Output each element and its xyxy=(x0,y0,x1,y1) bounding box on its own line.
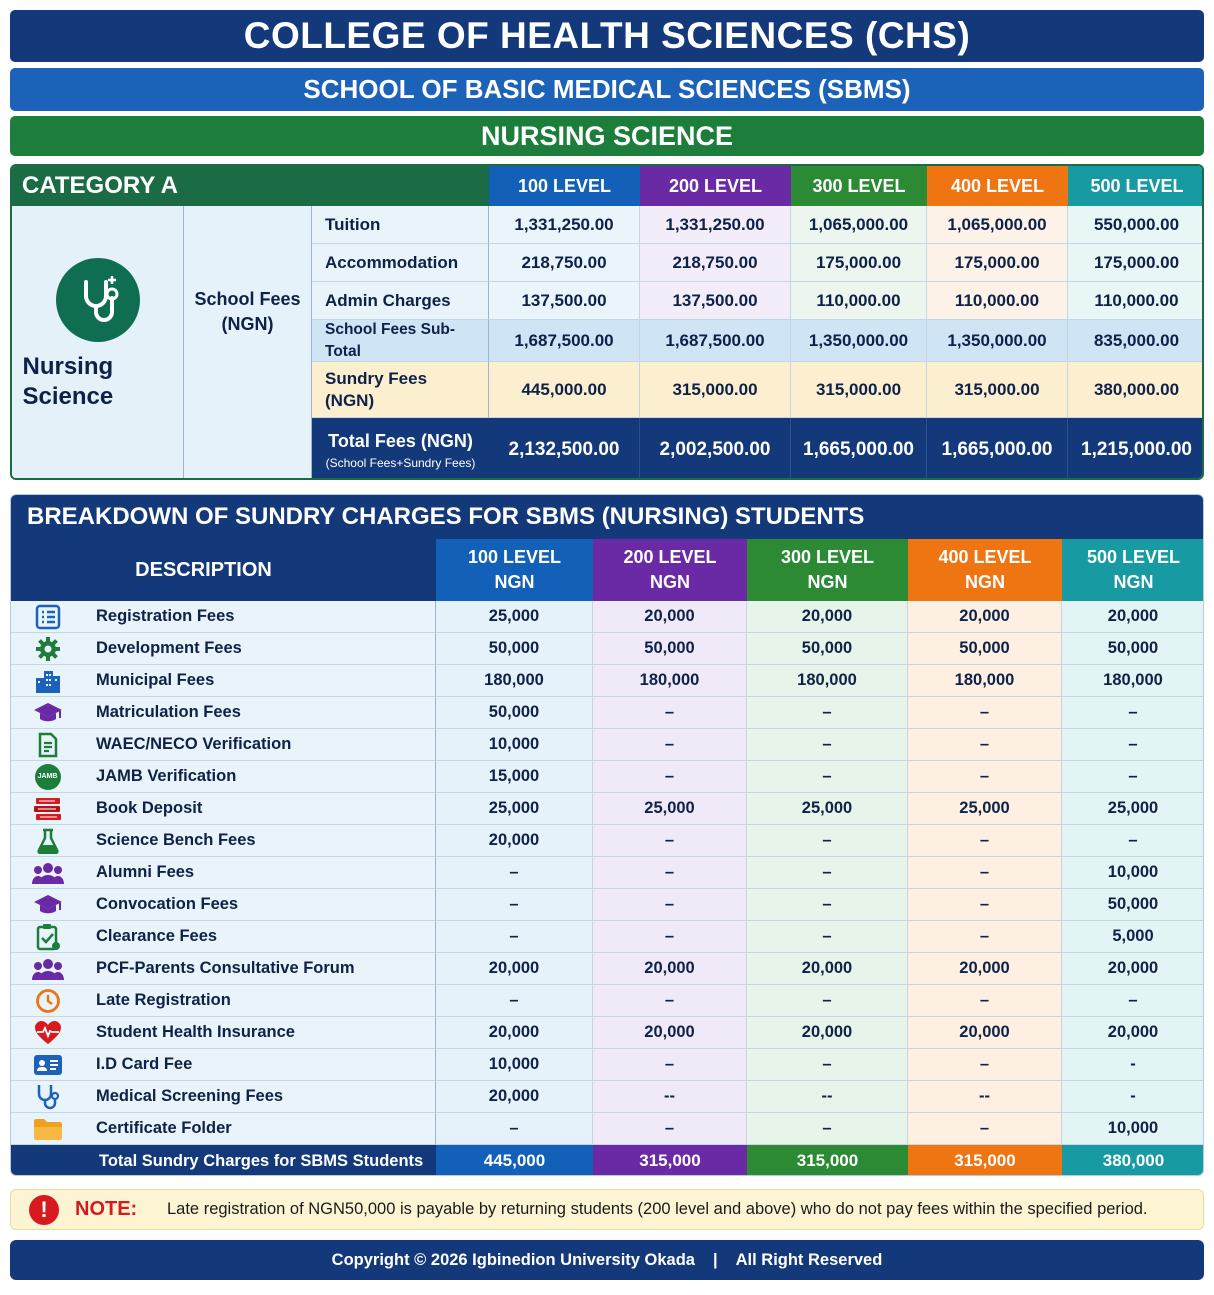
sundry-value: – xyxy=(908,697,1062,729)
fee-cell: 380,000.00 xyxy=(1068,362,1204,418)
sundry-value: 10,000 xyxy=(436,1049,593,1081)
sundry-value: – xyxy=(747,761,908,793)
sundry-item-label: Late Registration xyxy=(84,985,436,1017)
sundry-value: – xyxy=(908,985,1062,1017)
sundry-value: 180,000 xyxy=(747,665,908,697)
sundry-value: – xyxy=(593,985,747,1017)
level-header-2: 200 LEVEL xyxy=(640,166,791,206)
jamb-badge-text: JAMB xyxy=(35,764,61,790)
sundry-item-label: Development Fees xyxy=(84,633,436,665)
flask-icon xyxy=(11,825,84,857)
fee-cell: 218,750.00 xyxy=(489,244,640,282)
stethoscope-icon xyxy=(11,1081,84,1113)
sundry-item-label: WAEC/NECO Verification xyxy=(84,729,436,761)
level-header-4: 400 LEVEL xyxy=(927,166,1068,206)
level-name: 100 LEVEL xyxy=(467,547,562,567)
sundry-level-header-4 xyxy=(908,539,1062,601)
sundry-value: 20,000 xyxy=(747,601,908,633)
sundry-value: 20,000 xyxy=(747,953,908,985)
sundry-value: 180,000 xyxy=(436,665,593,697)
sundry-value: – xyxy=(1062,985,1204,1017)
fee-cell: 110,000.00 xyxy=(791,282,927,320)
fee-cell: 218,750.00 xyxy=(640,244,791,282)
stethoscope-icon xyxy=(56,258,140,342)
level-unit: NGN xyxy=(494,572,535,592)
sundry-value: – xyxy=(908,1113,1062,1145)
sundry-value: 50,000 xyxy=(1062,889,1204,921)
fee-cell: 315,000.00 xyxy=(640,362,791,418)
fee-cell: 175,000.00 xyxy=(927,244,1068,282)
sundry-item-label: Registration Fees xyxy=(84,601,436,633)
sundry-value: 50,000 xyxy=(436,697,593,729)
sundry-value: – xyxy=(747,729,908,761)
level-unit: NGN xyxy=(650,572,690,592)
sundry-value: -- xyxy=(908,1081,1062,1113)
fee-cell: 550,000.00 xyxy=(1068,206,1204,244)
sundry-title: BREAKDOWN OF SUNDRY CHARGES FOR SBMS (NURSING) STUDENTS xyxy=(11,495,1204,539)
clipboard-check-icon xyxy=(11,921,84,953)
fee-cell: 1,331,250.00 xyxy=(489,206,640,244)
program-cell xyxy=(12,206,184,480)
category-title: CATEGORY A xyxy=(12,166,489,206)
sundry-value: 20,000 xyxy=(436,1017,593,1049)
sundry-value: – xyxy=(1062,729,1204,761)
sundry-value: – xyxy=(747,985,908,1017)
sundry-value: – xyxy=(1062,825,1204,857)
graduation-cap-icon xyxy=(11,889,84,921)
level-name: 400 LEVEL xyxy=(938,547,1032,567)
sundry-value: 25,000 xyxy=(747,793,908,825)
clock-icon xyxy=(11,985,84,1017)
sundry-value: 20,000 xyxy=(593,953,747,985)
sundry-value: 10,000 xyxy=(1062,1113,1204,1145)
level-header-5: 500 LEVEL xyxy=(1068,166,1204,206)
sundry-value: – xyxy=(908,921,1062,953)
fee-cell: 1,331,250.00 xyxy=(640,206,791,244)
jamb-badge-icon xyxy=(11,761,84,793)
sundry-value: – xyxy=(908,857,1062,889)
sundry-value: – xyxy=(593,1049,747,1081)
fee-cell: 110,000.00 xyxy=(1068,282,1204,320)
sundry-value: 20,000 xyxy=(908,601,1062,633)
sundry-value: - xyxy=(1062,1049,1204,1081)
sundry-item-label: I.D Card Fee xyxy=(84,1049,436,1081)
total-fee-cell: 1,665,000.00 xyxy=(927,418,1068,480)
description-header: DESCRIPTION xyxy=(11,539,436,601)
sundry-value: – xyxy=(747,1113,908,1145)
total-fees-sublabel: (School Fees+Sundry Fees) xyxy=(325,455,476,470)
note-text: Late registration of NGN50,000 is payable by returning students (200 level and above) who do not pay fees within the specified period. xyxy=(167,1200,1148,1218)
sundry-value: – xyxy=(1062,761,1204,793)
sundry-value: 20,000 xyxy=(436,1081,593,1113)
note-banner xyxy=(10,1189,1204,1230)
building-icon xyxy=(11,665,84,697)
fee-cell: 137,500.00 xyxy=(640,282,791,320)
fee-cell: 175,000.00 xyxy=(791,244,927,282)
sundry-item-label: Science Bench Fees xyxy=(84,825,436,857)
sundry-value: 50,000 xyxy=(436,633,593,665)
sundry-value: – xyxy=(747,857,908,889)
copyright-text: Copyright © 2026 Igbinedion University Okada xyxy=(331,1250,695,1269)
sundry-value: 20,000 xyxy=(1062,953,1204,985)
sundry-level-header-5 xyxy=(1062,539,1204,601)
sundry-item-label: PCF-Parents Consultative Forum xyxy=(84,953,436,985)
sundry-item-label: Certificate Folder xyxy=(84,1113,436,1145)
program-label: Nursing Science xyxy=(22,353,114,410)
fee-cell: 175,000.00 xyxy=(1068,244,1204,282)
sundry-value: 10,000 xyxy=(1062,857,1204,889)
sundry-value: – xyxy=(908,825,1062,857)
sundry-value: – xyxy=(593,921,747,953)
sundry-value: -- xyxy=(593,1081,747,1113)
folder-icon xyxy=(11,1113,84,1145)
level-header-3: 300 LEVEL xyxy=(791,166,927,206)
sundry-level-header-1 xyxy=(436,539,593,601)
fee-cell: 315,000.00 xyxy=(927,362,1068,418)
level-unit: NGN xyxy=(807,572,848,592)
fee-cell: 1,065,000.00 xyxy=(927,206,1068,244)
sundry-value: 25,000 xyxy=(436,601,593,633)
document-icon xyxy=(11,729,84,761)
sundry-value: – xyxy=(747,1049,908,1081)
sundry-value: -- xyxy=(747,1081,908,1113)
fee-cell: 1,350,000.00 xyxy=(927,320,1068,362)
fee-cell: 315,000.00 xyxy=(791,362,927,418)
people-icon xyxy=(11,857,84,889)
sundry-total-value: 315,000 xyxy=(747,1145,908,1176)
level-name: 500 LEVEL xyxy=(1086,547,1181,567)
row-label: Tuition xyxy=(312,206,489,244)
id-card-icon xyxy=(11,1049,84,1081)
sundry-value: 20,000 xyxy=(747,1017,908,1049)
row-label: Accommodation xyxy=(312,244,489,282)
sundry-item-label: Matriculation Fees xyxy=(84,697,436,729)
sundry-value: 20,000 xyxy=(908,953,1062,985)
sundry-item-label: Medical Screening Fees xyxy=(84,1081,436,1113)
sundry-value: – xyxy=(908,889,1062,921)
sundry-value: – xyxy=(593,761,747,793)
sundry-value: 25,000 xyxy=(436,793,593,825)
total-fees-label xyxy=(312,418,489,480)
sundry-value: 180,000 xyxy=(593,665,747,697)
rights-text: All Right Reserved xyxy=(735,1250,883,1269)
sundry-value: – xyxy=(436,985,593,1017)
sundry-value: 25,000 xyxy=(1062,793,1204,825)
sundry-item-label: Convocation Fees xyxy=(84,889,436,921)
sundry-value: – xyxy=(593,697,747,729)
sundry-value: 180,000 xyxy=(908,665,1062,697)
sundry-value: – xyxy=(436,921,593,953)
total-fee-cell: 2,002,500.00 xyxy=(640,418,791,480)
list-icon xyxy=(11,601,84,633)
sundry-value: – xyxy=(436,857,593,889)
row-label: Admin Charges xyxy=(312,282,489,320)
sundry-value: 20,000 xyxy=(1062,1017,1204,1049)
total-fee-cell: 1,665,000.00 xyxy=(791,418,927,480)
fee-cell: 1,065,000.00 xyxy=(791,206,927,244)
sundry-value: 20,000 xyxy=(436,825,593,857)
sundry-value: – xyxy=(908,729,1062,761)
sundry-value: 5,000 xyxy=(1062,921,1204,953)
department-title: NURSING SCIENCE xyxy=(10,116,1204,156)
sundry-value: – xyxy=(1062,697,1204,729)
sundry-item-label: Clearance Fees xyxy=(84,921,436,953)
fee-cell: 445,000.00 xyxy=(489,362,640,418)
fee-cell: 1,687,500.00 xyxy=(489,320,640,362)
exclamation-icon: ! xyxy=(29,1195,59,1225)
sundry-value: - xyxy=(1062,1081,1204,1113)
sundry-total-label: Total Sundry Charges for SBMS Students xyxy=(11,1145,436,1176)
fee-cell: 137,500.00 xyxy=(489,282,640,320)
books-icon xyxy=(11,793,84,825)
sundry-level-header-3 xyxy=(747,539,908,601)
sundry-breakdown-table xyxy=(10,494,1204,1176)
sundry-value: – xyxy=(747,889,908,921)
sundry-value: – xyxy=(908,1049,1062,1081)
sundry-level-header-2 xyxy=(593,539,747,601)
sundry-value: 20,000 xyxy=(1062,601,1204,633)
row-label: Sundry Fees (NGN) xyxy=(312,362,489,418)
sundry-item-label: JAMB Verification xyxy=(84,761,436,793)
sundry-total-value: 315,000 xyxy=(908,1145,1062,1176)
sundry-item-label: Municipal Fees xyxy=(84,665,436,697)
sundry-value: 50,000 xyxy=(593,633,747,665)
level-name: 300 LEVEL xyxy=(780,547,875,567)
footer-separator: | xyxy=(712,1250,718,1269)
level-name: 200 LEVEL xyxy=(623,547,717,567)
sundry-value: 25,000 xyxy=(908,793,1062,825)
gear-icon xyxy=(11,633,84,665)
sundry-value: 180,000 xyxy=(1062,665,1204,697)
fee-cell: 1,687,500.00 xyxy=(640,320,791,362)
sundry-value: – xyxy=(593,889,747,921)
level-unit: NGN xyxy=(965,572,1005,592)
footer xyxy=(10,1240,1204,1280)
sundry-value: – xyxy=(593,825,747,857)
sundry-value: – xyxy=(436,1113,593,1145)
total-fee-cell: 1,215,000.00 xyxy=(1068,418,1204,480)
college-title: COLLEGE OF HEALTH SCIENCES (CHS) xyxy=(10,10,1204,62)
sundry-value: 15,000 xyxy=(436,761,593,793)
sundry-value: 50,000 xyxy=(1062,633,1204,665)
fee-cell: 1,350,000.00 xyxy=(791,320,927,362)
sundry-value: 50,000 xyxy=(908,633,1062,665)
total-fees-title: Total Fees (NGN) xyxy=(328,430,473,451)
sundry-value: – xyxy=(747,921,908,953)
sundry-value: – xyxy=(593,1113,747,1145)
sundry-value: 25,000 xyxy=(593,793,747,825)
category-a-table xyxy=(10,164,1204,480)
sundry-value: 20,000 xyxy=(908,1017,1062,1049)
sundry-value: 20,000 xyxy=(593,601,747,633)
people-icon xyxy=(11,953,84,985)
level-header-1: 100 LEVEL xyxy=(489,166,640,206)
graduation-cap-icon xyxy=(11,697,84,729)
sundry-item-label: Book Deposit xyxy=(84,793,436,825)
sundry-value: – xyxy=(908,761,1062,793)
sundry-value: – xyxy=(593,857,747,889)
heart-pulse-icon xyxy=(11,1017,84,1049)
sundry-item-label: Student Health Insurance xyxy=(84,1017,436,1049)
sundry-value: 20,000 xyxy=(593,1017,747,1049)
sundry-total-value: 445,000 xyxy=(436,1145,593,1176)
fee-cell: 835,000.00 xyxy=(1068,320,1204,362)
school-title: SCHOOL OF BASIC MEDICAL SCIENCES (SBMS) xyxy=(10,68,1204,111)
sundry-value: – xyxy=(747,825,908,857)
sundry-total-value: 380,000 xyxy=(1062,1145,1204,1176)
sundry-value: – xyxy=(593,729,747,761)
sundry-value: – xyxy=(436,889,593,921)
sundry-value: 10,000 xyxy=(436,729,593,761)
sundry-value: 50,000 xyxy=(747,633,908,665)
fee-cell: 110,000.00 xyxy=(927,282,1068,320)
level-unit: NGN xyxy=(1113,572,1154,592)
sundry-total-value: 315,000 xyxy=(593,1145,747,1176)
school-fees-label: School Fees (NGN) xyxy=(184,206,312,418)
note-label: NOTE: xyxy=(75,1198,138,1220)
sundry-value: – xyxy=(747,697,908,729)
sundry-item-label: Alumni Fees xyxy=(84,857,436,889)
total-fee-cell: 2,132,500.00 xyxy=(489,418,640,480)
sundry-value: 20,000 xyxy=(436,953,593,985)
school-fees-filler xyxy=(184,418,312,480)
row-label: School Fees Sub-Total xyxy=(312,320,489,362)
